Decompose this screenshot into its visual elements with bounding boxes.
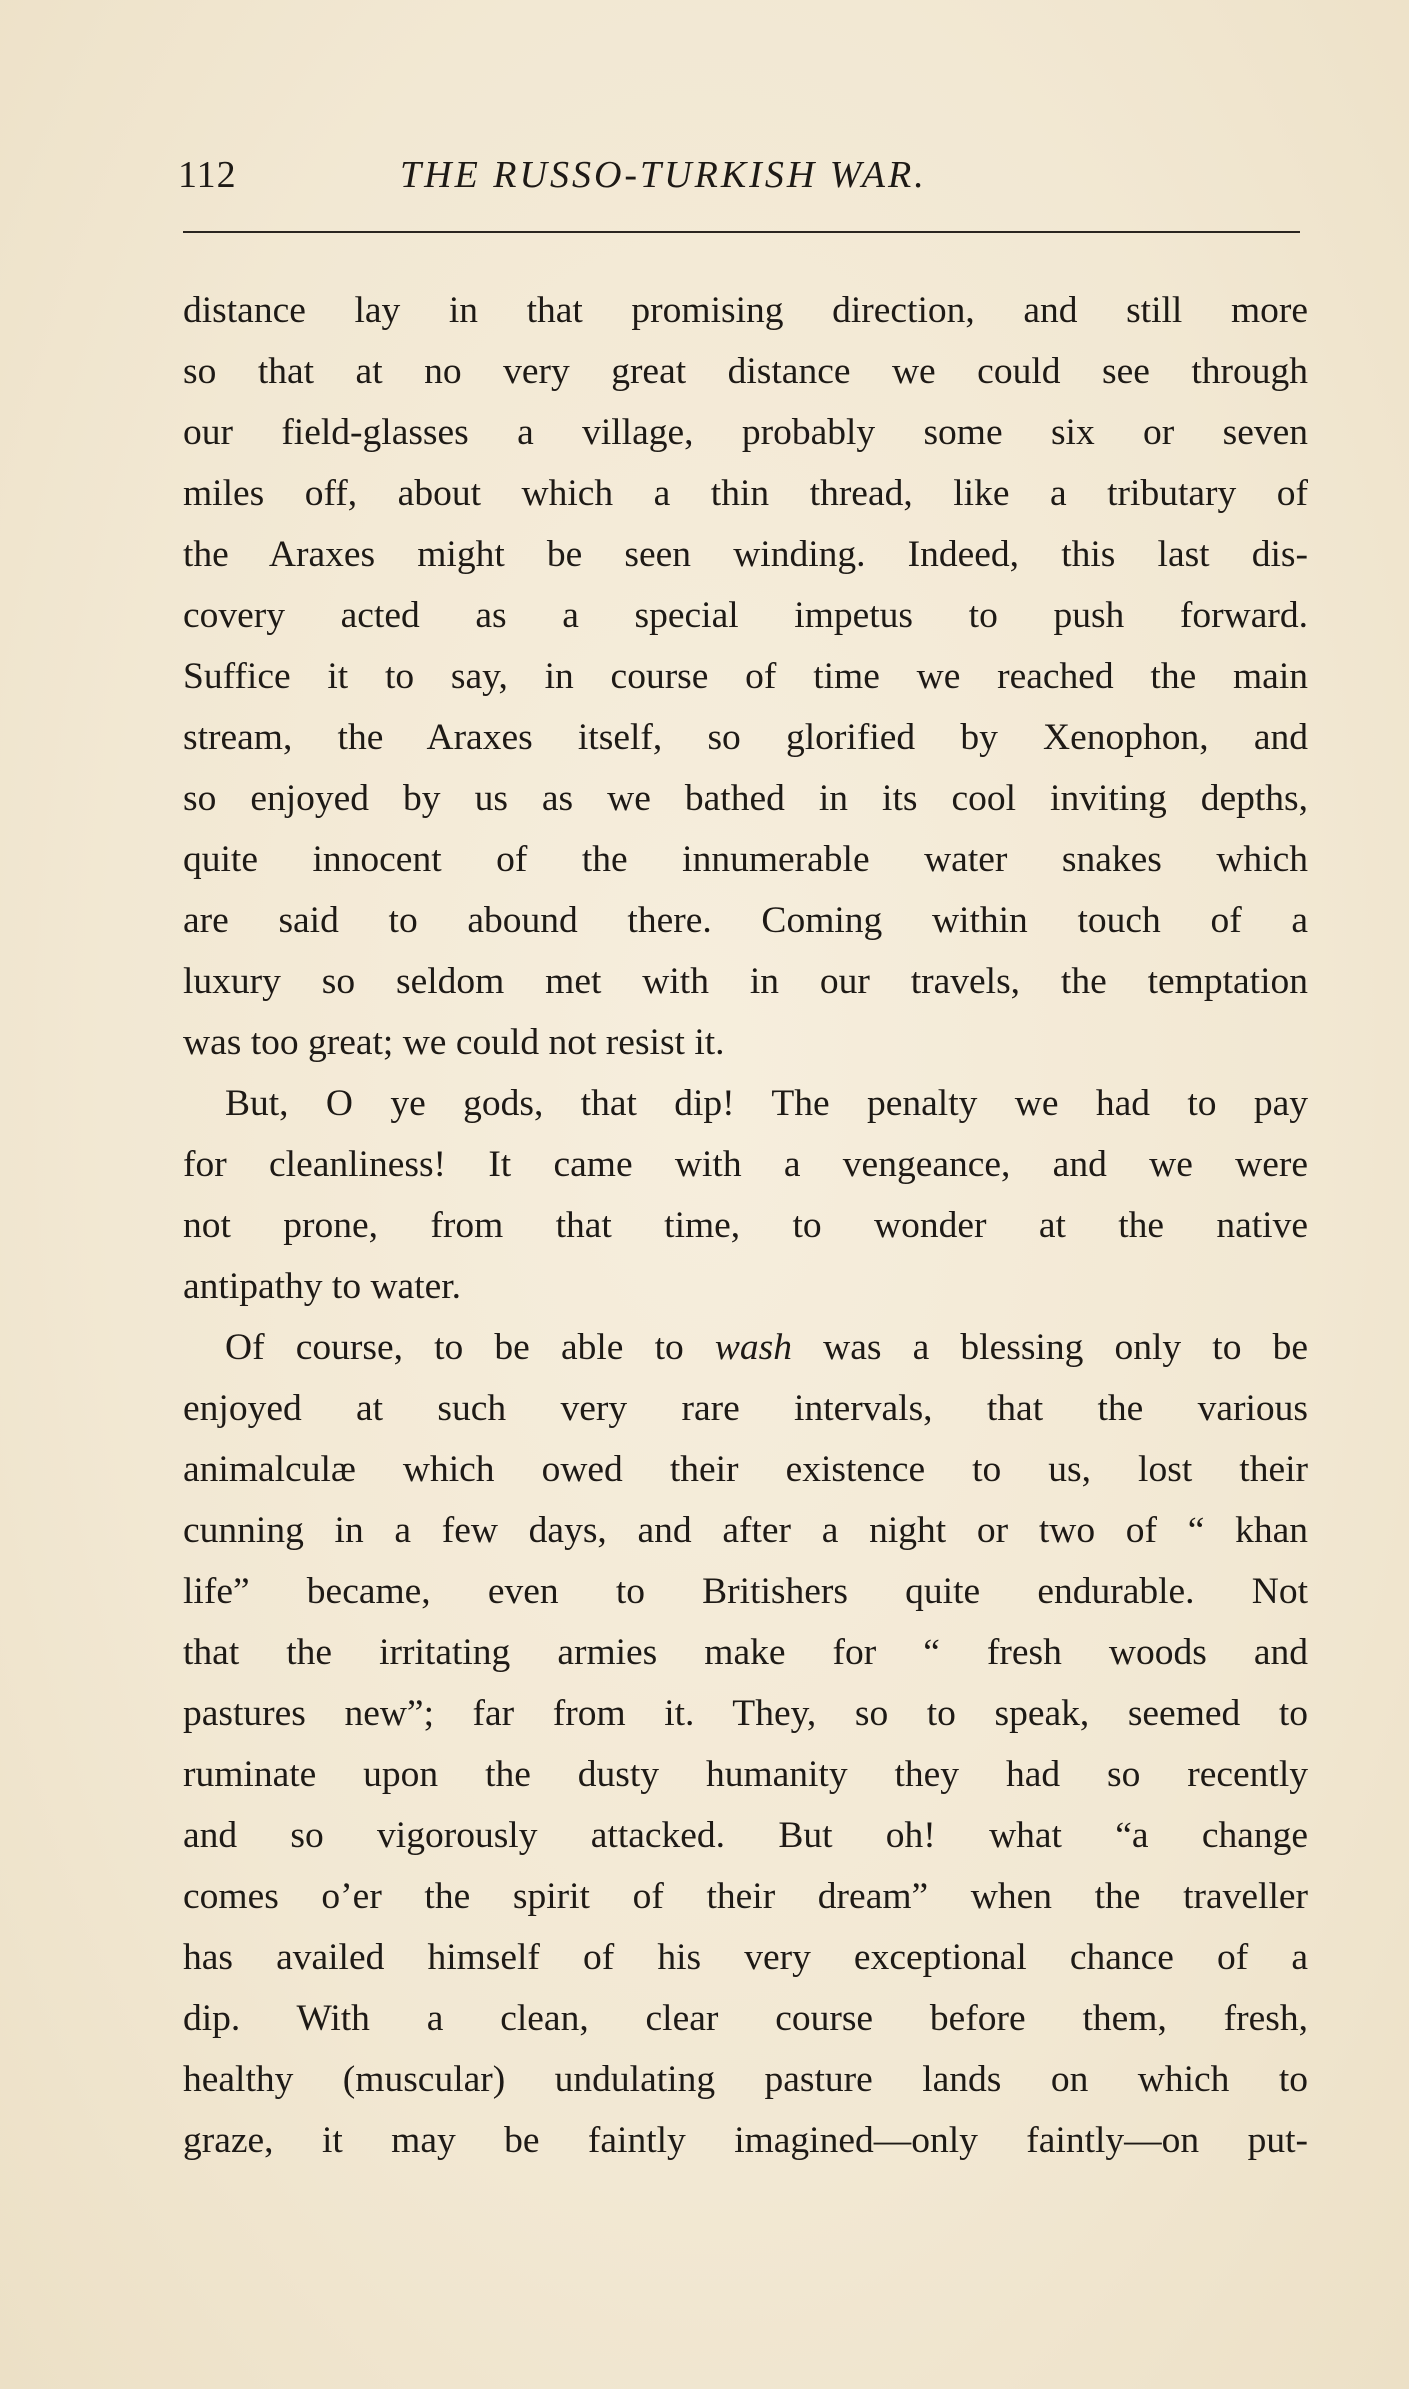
- text-line: and so vigorously attacked. But oh! what “a change: [183, 1815, 1308, 1856]
- text-line: was too great; we could not resist it.: [183, 1022, 725, 1063]
- italic-word: wash: [714, 1327, 792, 1368]
- text-segment: Of course, to be able to: [225, 1327, 684, 1368]
- running-title: THE RUSSO-TURKISH WAR.: [400, 154, 927, 196]
- text-line: stream, the Araxes itself, so glorified by Xenophon, and: [183, 717, 1308, 758]
- text-line: healthy (muscular) undulating pasture lands on which to: [183, 2059, 1308, 2100]
- text-line: quite innocent of the innumerable water snakes which: [183, 839, 1308, 880]
- text-line: miles off, about which a thin thread, like a tributary of: [183, 473, 1308, 514]
- text-line: cunning in a few days, and after a night or two of “ khan: [183, 1510, 1308, 1551]
- paragraph-first-line: But, O ye gods, that dip! The penalty we had to pay: [225, 1083, 1308, 1124]
- text-line: the Araxes might be seen winding. Indeed, this last dis-: [183, 534, 1308, 575]
- text-line: antipathy to water.: [183, 1266, 462, 1307]
- text-line: animalculæ which owed their existence to us, lost their: [183, 1449, 1308, 1490]
- text-line: for cleanliness! It came with a vengeance, and we were: [183, 1144, 1308, 1185]
- text-line: are said to abound there. Coming within touch of a: [183, 900, 1308, 941]
- text-line: luxury so seldom met with in our travels, the temptation: [183, 961, 1308, 1002]
- text-line: pastures new”; far from it. They, so to speak, seemed to: [183, 1693, 1308, 1734]
- paragraph-first-line: [183, 1317, 1308, 1378]
- text-line: our field-glasses a village, probably some six or seven: [183, 412, 1308, 453]
- text-line: ruminate upon the dusty humanity they had so recently: [183, 1754, 1308, 1795]
- text-line: enjoyed at such very rare intervals, that the various: [183, 1388, 1308, 1429]
- text-line: not prone, from that time, to wonder at the native: [183, 1205, 1308, 1246]
- body-text: [183, 280, 1308, 2171]
- text-line: Suffice it to say, in course of time we reached the main: [183, 656, 1308, 697]
- text-line: so that at no very great distance we could see through: [183, 351, 1308, 392]
- text-segment: was a blessing only to be: [823, 1327, 1308, 1368]
- text-line: has availed himself of his very exceptional chance of a: [183, 1937, 1308, 1978]
- text-line: dip. With a clean, clear course before them, fresh,: [183, 1998, 1308, 2039]
- text-line: graze, it may be faintly imagined—only faintly—on put-: [183, 2120, 1308, 2161]
- header-rule: [183, 231, 1300, 233]
- text-line: comes o’er the spirit of their dream” when the traveller: [183, 1876, 1308, 1917]
- text-line: that the irritating armies make for “ fresh woods and: [183, 1632, 1308, 1673]
- text-line: distance lay in that promising direction, and still more: [183, 290, 1308, 331]
- running-head: [178, 150, 1308, 200]
- text-line: life” became, even to Britishers quite endurable. Not: [183, 1571, 1308, 1612]
- page-number: 112: [178, 154, 237, 196]
- text-line: covery acted as a special impetus to push forward.: [183, 595, 1308, 636]
- text-line: so enjoyed by us as we bathed in its cool inviting depths,: [183, 778, 1308, 819]
